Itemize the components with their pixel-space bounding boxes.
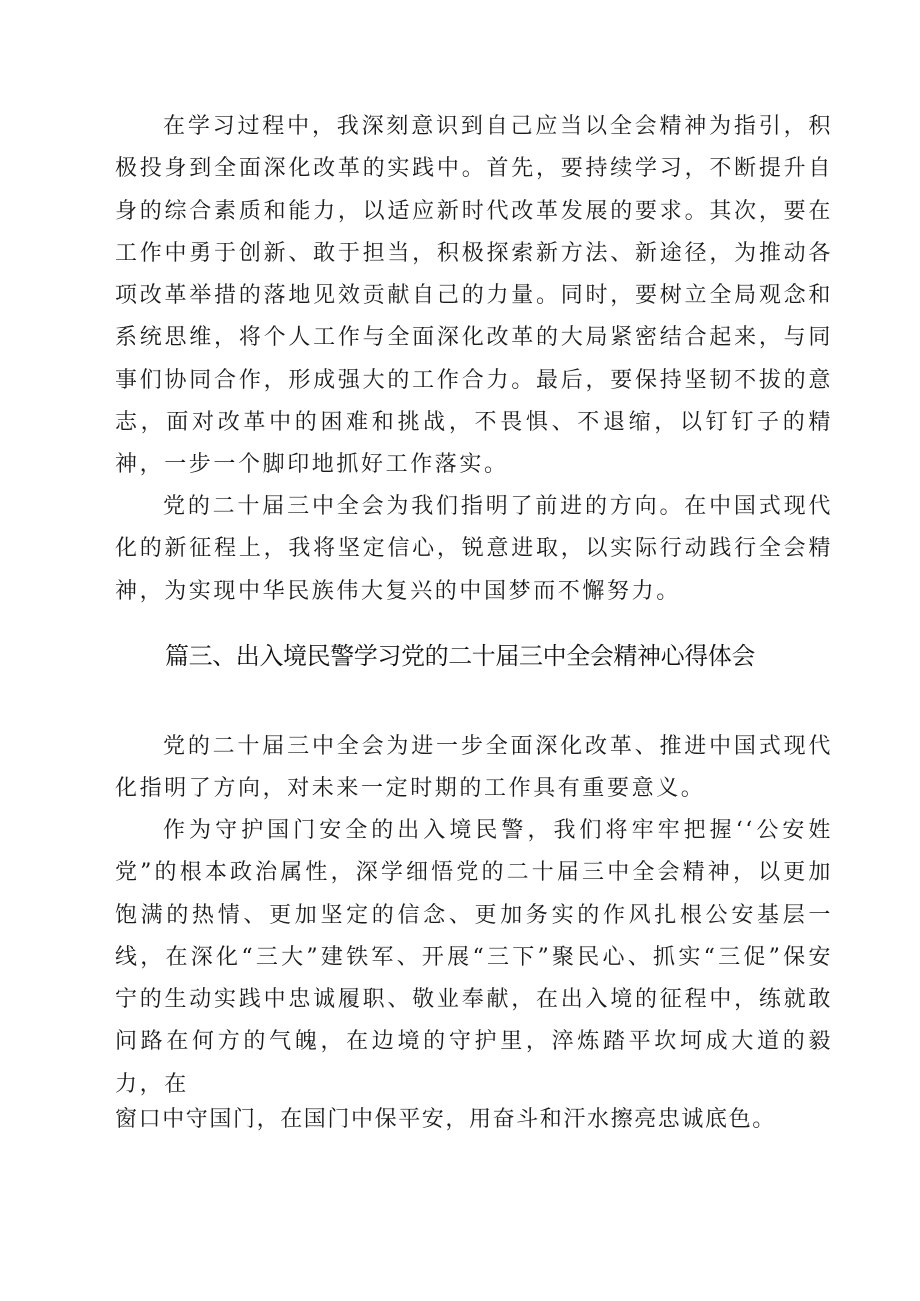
body-paragraph: 作为守护国门安全的出入境民警，我们将牢牢把握‘‘公安姓党”的根本政治属性，深学细悟党的二十届三中全会精神，以更加饱满的热情、更加坚定的信念、更加务实的作风扎根公安基层一线，在深化“三大”建铁军、开展“三下”聚民心、抓实“三促”保安宁的生动实践中忠诚履职、敬业奉献，在出入境的征程中，练就敢问路在何方的气魄，在边境的守护里，淬炼踏平坎坷成大道的毅力，在 — [115, 818, 833, 1097]
body-paragraph: 党的二十届三中全会为进一步全面深化改革、推进中国式现代化指明了方向，对未来一定时期的工作具有重要意义。 — [115, 734, 833, 802]
body-paragraph: 在学习过程中，我深刻意识到自己应当以全会精神为指引，积极投身到全面深化改革的实践中。首先，要持续学习，不断提升自身的综合素质和能力，以适应新时代改革发展的要求。其次，要在工作中勇于创新、敢于担当，积极探索新方法、新途径，为推动各项改革举措的落地见效贡献自己的力量。同时，要树立全局观念和系统思维，将个人工作与全面深化改革的大局紧密结合起来，与同事们协同合作，形成强大的工作合力。最后，要保持坚韧不拔的意志，面对改革中的困难和挑战，不畏惧、不退缩，以钉钉子的精神，一步一个脚印地抓好工作落实。 — [115, 114, 833, 478]
section-heading: 篇三、出入境民警学习党的二十届三中全会精神心得体会 — [165, 642, 755, 670]
body-paragraph-continued: 窗口中守国门，在国门中保平安，用奋斗和汗水擦亮忠诚底色。 — [115, 1107, 776, 1132]
body-paragraph: 党的二十届三中全会为我们指明了前进的方向。在中国式现代化的新征程上，我将坚定信心，锐意进取，以实际行动践行全会精神，为实现中华民族伟大复兴的中国梦而不懈努力。 — [115, 494, 833, 604]
